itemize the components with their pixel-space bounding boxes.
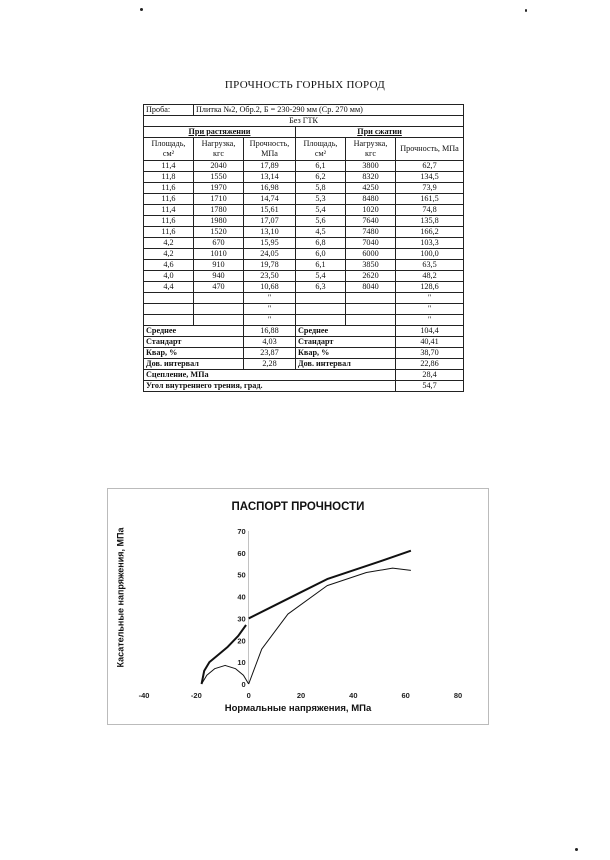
table-cell: 6,1 — [296, 161, 346, 172]
table-cell: 3800 — [346, 161, 396, 172]
table-cell: 4,6 — [144, 260, 194, 271]
stat-row — [144, 359, 464, 370]
table-cell: 161,5 — [396, 194, 464, 205]
table-cell: 11,4 — [144, 205, 194, 216]
x-tick-label: 60 — [401, 691, 410, 700]
table-row — [144, 249, 464, 260]
stat-label-compression: Квар, % — [296, 348, 396, 359]
table-row — [144, 205, 464, 216]
table-cell: 10,68 — [244, 282, 296, 293]
x-tick-label: 0 — [246, 691, 251, 700]
table-cell: 23,50 — [244, 271, 296, 282]
table-cell: 15,95 — [244, 238, 296, 249]
x-tick-label: -20 — [190, 691, 202, 700]
table-cell: 17,89 — [244, 161, 296, 172]
table-cell: " — [396, 304, 464, 315]
table-cell: 74,8 — [396, 205, 464, 216]
y-axis-label: Касательные напряжения, МПа — [115, 527, 126, 668]
group-header-row — [144, 127, 464, 138]
table-cell: 6,8 — [296, 238, 346, 249]
column-header-row — [144, 138, 464, 161]
x-axis-label: Нормальные напряжения, МПа — [224, 703, 372, 714]
stat-label-tension: Среднее — [144, 326, 244, 337]
table-cell: 135,8 — [396, 216, 464, 227]
table-cell: 4,4 — [144, 282, 194, 293]
table-cell: 128,6 — [396, 282, 464, 293]
table-row — [144, 293, 464, 304]
table-cell: 13,14 — [244, 172, 296, 183]
table-cell: 940 — [194, 271, 244, 282]
col-area-compression: Площадь, см² — [296, 138, 346, 161]
document-title: ПРОЧНОСТЬ ГОРНЫХ ПОРОД — [224, 79, 386, 91]
scan-speck — [140, 8, 143, 11]
col-strength-compression: Прочность, МПа — [396, 138, 464, 161]
table-cell — [194, 315, 244, 326]
table-cell: 11,8 — [144, 172, 194, 183]
table-cell: 1020 — [346, 205, 396, 216]
strength-chart — [107, 488, 489, 725]
table-cell: 8040 — [346, 282, 396, 293]
friction-row — [144, 381, 464, 392]
table-cell — [194, 304, 244, 315]
stat-value-compression: 40,41 — [396, 337, 464, 348]
table-row — [144, 238, 464, 249]
table-row — [144, 271, 464, 282]
table-cell: 4,0 — [144, 271, 194, 282]
stat-label-tension: Стандарт — [144, 337, 244, 348]
stat-value-compression: 22,86 — [396, 359, 464, 370]
plot-area — [108, 489, 488, 724]
scan-speck — [575, 848, 578, 851]
series-line — [202, 625, 246, 684]
table-row — [144, 304, 464, 315]
table-cell: 4,2 — [144, 249, 194, 260]
table-cell: 14,74 — [244, 194, 296, 205]
x-tick-label: -40 — [138, 691, 150, 700]
y-tick-label: 20 — [237, 636, 246, 646]
table-cell: " — [244, 315, 296, 326]
table-cell: 5,3 — [296, 194, 346, 205]
x-tick-label: 80 — [453, 691, 463, 700]
col-area-tension: Площадь, см² — [144, 138, 194, 161]
table-cell: 5,4 — [296, 205, 346, 216]
y-tick-label: 30 — [237, 614, 246, 624]
table-cell: 7640 — [346, 216, 396, 227]
table-row — [144, 260, 464, 271]
table-cell: 62,7 — [396, 161, 464, 172]
table-cell — [296, 304, 346, 315]
table-cell — [144, 304, 194, 315]
table-cell: 16,98 — [244, 183, 296, 194]
table-cell: 11,6 — [144, 216, 194, 227]
x-tick-label: 40 — [349, 691, 358, 700]
sample-value: Плитка №2, Обр.2, Б = 230-290 мм (Ср. 270 мм) — [194, 105, 464, 116]
scan-speck — [525, 9, 527, 12]
table-cell: 8320 — [346, 172, 396, 183]
table-cell: 1520 — [194, 227, 244, 238]
table-cell: 6,2 — [296, 172, 346, 183]
table-cell: 8480 — [346, 194, 396, 205]
x-tick-label: 20 — [296, 691, 306, 700]
table-cell: " — [244, 293, 296, 304]
stat-value-tension: 2,28 — [244, 359, 296, 370]
table-cell: 6,1 — [296, 260, 346, 271]
table-cell — [194, 293, 244, 304]
table-cell: 11,6 — [144, 194, 194, 205]
table-cell: " — [396, 315, 464, 326]
table-row — [144, 172, 464, 183]
sample-label: Проба: — [144, 105, 194, 116]
table-cell: " — [244, 304, 296, 315]
series-line — [249, 568, 411, 684]
table-cell: 5,4 — [296, 271, 346, 282]
table-row — [144, 161, 464, 172]
cohesion-value: 28,4 — [396, 370, 464, 381]
stat-row — [144, 326, 464, 337]
stat-label-tension: Дов. интервал — [144, 359, 244, 370]
table-cell: 13,10 — [244, 227, 296, 238]
table-cell: " — [396, 293, 464, 304]
table-cell: 4,2 — [144, 238, 194, 249]
table-cell: 7480 — [346, 227, 396, 238]
table-cell — [296, 293, 346, 304]
cohesion-row — [144, 370, 464, 381]
table-cell: 11,6 — [144, 183, 194, 194]
y-tick-label: 0 — [241, 680, 246, 689]
table-cell: 63,5 — [396, 260, 464, 271]
table-row — [144, 315, 464, 326]
stat-row — [144, 348, 464, 359]
table-cell: 134,5 — [396, 172, 464, 183]
stat-value-tension: 16,88 — [244, 326, 296, 337]
chart-title: ПАСПОРТ ПРОЧНОСТИ — [231, 501, 365, 513]
stat-row — [144, 337, 464, 348]
table-cell: 6000 — [346, 249, 396, 260]
table-cell: 1970 — [194, 183, 244, 194]
table-row — [144, 282, 464, 293]
table-cell: 1010 — [194, 249, 244, 260]
stat-rows — [144, 326, 464, 370]
subtitle: Без ГТК — [144, 116, 464, 127]
table-row — [144, 194, 464, 205]
table-cell — [144, 315, 194, 326]
table-cell: 1710 — [194, 194, 244, 205]
table-cell: 11,6 — [144, 227, 194, 238]
y-tick-label: 10 — [237, 658, 246, 668]
table-cell: 2620 — [346, 271, 396, 282]
table-cell: 1980 — [194, 216, 244, 227]
stat-label-compression: Стандарт — [296, 337, 396, 348]
cohesion-label: Сцепление, МПа — [144, 370, 396, 381]
stat-label-tension: Квар, % — [144, 348, 244, 359]
table-cell: 2040 — [194, 161, 244, 172]
data-rows — [144, 161, 464, 326]
friction-value: 54,7 — [396, 381, 464, 392]
table-cell: 73,9 — [396, 183, 464, 194]
table-cell: 24,05 — [244, 249, 296, 260]
stat-value-tension: 4,03 — [244, 337, 296, 348]
table-cell: 17,07 — [244, 216, 296, 227]
table-cell: 470 — [194, 282, 244, 293]
tension-header: При растяжении — [144, 127, 296, 138]
table-cell: 6,3 — [296, 282, 346, 293]
table-cell: 1780 — [194, 205, 244, 216]
table-cell — [144, 293, 194, 304]
stat-label-compression: Дов. интервал — [296, 359, 396, 370]
table-cell: 5,6 — [296, 216, 346, 227]
table-cell: 103,3 — [396, 238, 464, 249]
table-cell — [346, 304, 396, 315]
y-tick-label: 40 — [237, 592, 246, 602]
friction-label: Угол внутреннего трения, град. — [144, 381, 396, 392]
table-cell: 166,2 — [396, 227, 464, 238]
table-cell — [346, 315, 396, 326]
y-tick-label: 50 — [237, 570, 246, 580]
table-row — [144, 183, 464, 194]
col-load-tension: Нагрузка, кгс — [194, 138, 244, 161]
table-cell: 15,61 — [244, 205, 296, 216]
table-cell: 6,0 — [296, 249, 346, 260]
table-cell: 4,5 — [296, 227, 346, 238]
sample-row — [144, 105, 464, 116]
table-cell: 48,2 — [396, 271, 464, 282]
table-cell: 910 — [194, 260, 244, 271]
y-tick-label: 60 — [237, 548, 246, 558]
subtitle-row — [144, 116, 464, 127]
y-tick-label: 70 — [237, 527, 246, 536]
table-cell: 670 — [194, 238, 244, 249]
table-row — [144, 216, 464, 227]
table-cell: 100,0 — [396, 249, 464, 260]
table-row — [144, 227, 464, 238]
table-cell: 1550 — [194, 172, 244, 183]
strength-table — [143, 104, 464, 392]
compression-header: При сжатии — [296, 127, 464, 138]
stat-label-compression: Среднее — [296, 326, 396, 337]
table-cell: 5,8 — [296, 183, 346, 194]
stat-value-tension: 23,87 — [244, 348, 296, 359]
stat-value-compression: 104,4 — [396, 326, 464, 337]
col-load-compression: Нагрузка, кгс — [346, 138, 396, 161]
col-strength-tension: Прочность, МПа — [244, 138, 296, 161]
table-cell: 19,78 — [244, 260, 296, 271]
table-cell: 7040 — [346, 238, 396, 249]
stat-value-compression: 38,70 — [396, 348, 464, 359]
table-cell — [346, 293, 396, 304]
table-cell — [296, 315, 346, 326]
table-cell: 4250 — [346, 183, 396, 194]
table-cell: 11,4 — [144, 161, 194, 172]
table-cell: 3850 — [346, 260, 396, 271]
